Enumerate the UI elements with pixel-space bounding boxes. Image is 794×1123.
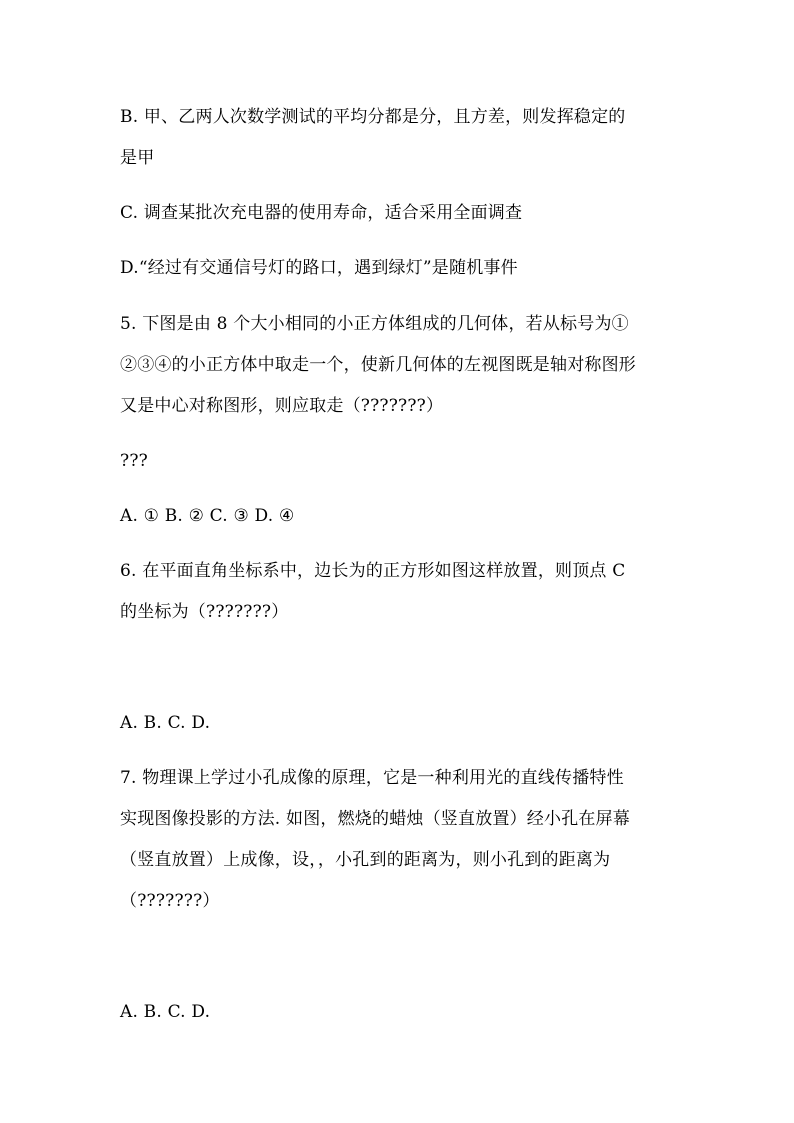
q7-stem-line4: （???????）: [120, 891, 220, 911]
q5-placeholder: ???: [120, 451, 148, 471]
q5-stem-line3: 又是中心对称图形，则应取走（???????）: [120, 396, 444, 416]
q5-options: A. ① B. ② C. ③ D. ④: [120, 506, 295, 526]
q4-option-b-line2: 是甲: [120, 148, 155, 168]
q6-stem-line1: 6. 在平面直角坐标系中，边长为的正方形如图这样放置，则顶点 C: [120, 561, 626, 581]
q4-option-b-line1: B. 甲、乙两人次数学测试的平均分都是分，且方差，则发挥稳定的: [120, 107, 626, 127]
q7-stem-line3: （竖直放置）上成像，设，，小孔到的距离为，则小孔到的距离为: [120, 850, 611, 870]
q7-stem-line1: 7. 物理课上学过小孔成像的原理，它是一种利用光的直线传播特性: [120, 768, 624, 788]
q7-options: A. B. C. D.: [120, 1002, 211, 1022]
q4-option-c: C. 调查某批次充电器的使用寿命，适合采用全面调查: [120, 203, 523, 223]
q6-stem-line2: 的坐标为（???????）: [120, 602, 289, 622]
q4-option-d: D.“经过有交通信号灯的路口，遇到绿灯”是随机事件: [120, 258, 518, 278]
q6-options: A. B. C. D.: [120, 713, 211, 733]
q5-stem-line1: 5. 下图是由 8 个大小相同的小正方体组成的几何体，若从标号为①: [120, 314, 629, 334]
q7-stem-line2: 实现图像投影的方法. 如图，燃烧的蜡烛（竖直放置）经小孔在屏幕: [120, 809, 631, 829]
q5-stem-line2: ②③④的小正方体中取走一个，使新几何体的左视图既是轴对称图形: [120, 355, 636, 375]
